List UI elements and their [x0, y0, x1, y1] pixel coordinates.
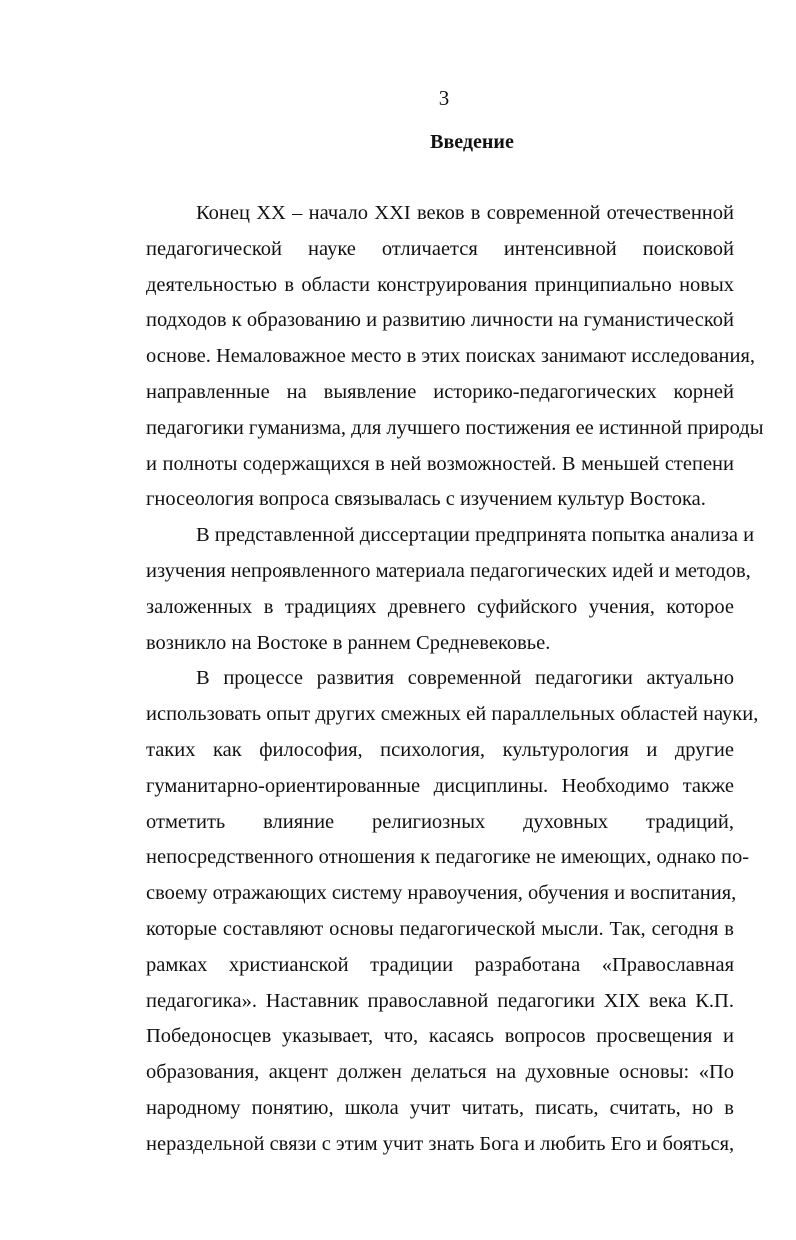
- paragraph-3: [146, 661, 759, 1162]
- text-line: подходов к образованию и развитию личности на гуманистической: [146, 309, 734, 332]
- text-line: изучения непроявленного материала педагогических идей и методов,: [146, 559, 751, 582]
- text-line: использовать опыт других смежных ей параллельных областей науки,: [146, 703, 759, 726]
- text-line: педагогика». Наставник православной педагогики XIX века К.П.: [146, 989, 734, 1012]
- text-line: гносеология вопроса связывалась с изучением культур Востока.: [146, 488, 706, 511]
- text-line: народному понятию, школа учит читать, писать, считать, но в: [146, 1096, 734, 1119]
- text-line: возникло на Востоке в раннем Средневековье.: [146, 631, 551, 654]
- text-line: отметить влияние религиозных духовных традиций,: [146, 810, 734, 833]
- text-line: основе. Немаловажное место в этих поисках занимают исследования,: [146, 345, 756, 368]
- text-line: нераздельной связи с этим учит знать Бога и любить Его и бояться,: [146, 1132, 735, 1155]
- text-line: педагогической науке отличается интенсивной поисковой: [146, 237, 734, 260]
- text-line: Конец XX – начало XXI веков в современной отечественной: [196, 202, 734, 224]
- text-line: которые составляют основы педагогической мысли. Так, сегодня в: [146, 917, 734, 940]
- paragraph-1: [146, 196, 764, 518]
- text-line: гуманитарно-ориентированные дисциплины. Необходимо также: [146, 774, 734, 797]
- text-line: рамках христианской традиции разработана «Православная: [146, 953, 734, 976]
- text-line: В представленной диссертации предпринята попытка анализа и: [196, 524, 755, 547]
- text-line: заложенных в традициях древнего суфийского учения, которое: [146, 595, 734, 618]
- text-line: Победоносцев указывает, что, касаясь вопросов просвещения и: [146, 1025, 734, 1048]
- text-line: педагогики гуманизма, для лучшего постижения ее истинной природы: [146, 416, 764, 439]
- paragraph-2: [146, 518, 755, 661]
- text-line: своему отражающих систему нравоучения, обучения и воспитания,: [146, 882, 737, 905]
- document-body: [146, 196, 764, 1163]
- text-line: и полноты содержащихся в ней возможностей. В меньшей степени: [146, 452, 734, 475]
- text-line: таких как философия, психология, культурология и другие: [146, 738, 734, 761]
- text-line: непосредственного отношения к педагогике не имеющих, однако по-: [146, 846, 750, 869]
- text-line: деятельностью в области конструирования принципиально новых: [146, 273, 734, 296]
- text-line: образования, акцент должен делаться на духовные основы: «По: [146, 1061, 734, 1084]
- page-title: Введение: [430, 131, 514, 153]
- text-line: направленные на выявление историко-педагогических корней: [146, 380, 734, 403]
- text-line: В процессе развития современной педагогики актуально: [196, 667, 734, 690]
- page-number: 3: [438, 86, 450, 110]
